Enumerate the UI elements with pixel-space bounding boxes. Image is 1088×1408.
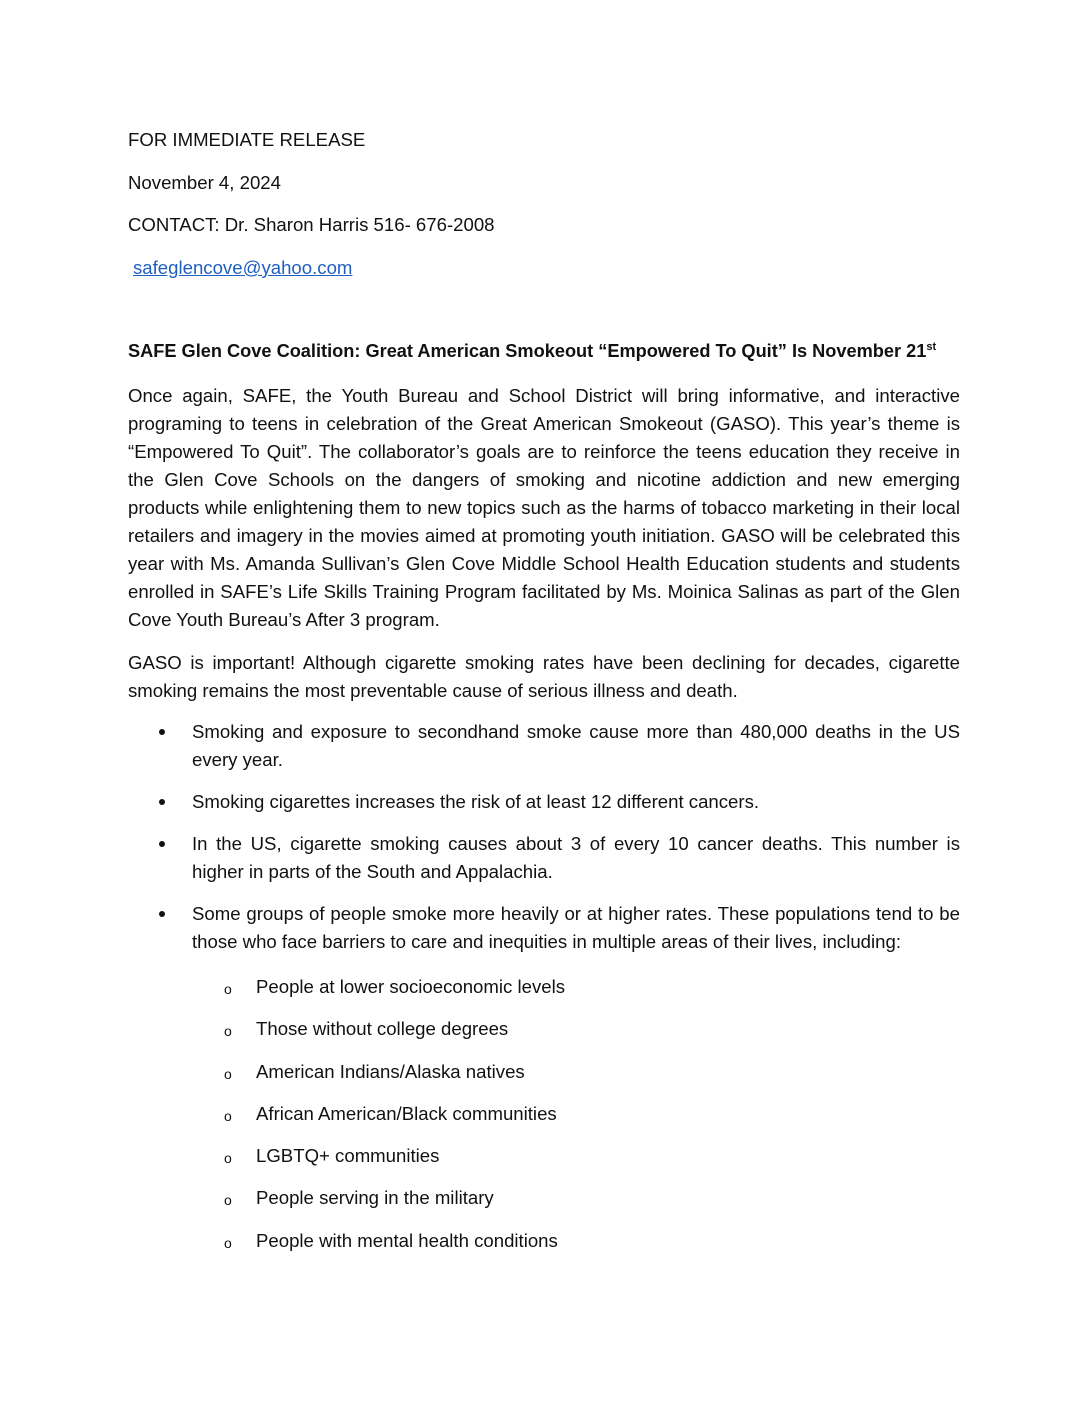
population-list-item xyxy=(128,1184,565,1226)
population-text: African American/Black communities xyxy=(256,1102,557,1124)
body-paragraph-2: GASO is important! Although cigarette smoking rates have been declining for decades, cigarette smoking remains the most preventable cause of serious illness and death. xyxy=(128,652,960,701)
title-ordinal-suffix: st xyxy=(926,341,937,353)
press-release-title xyxy=(128,341,936,362)
fact-text: Some groups of people smoke more heavily or at higher rates. These populations tend to be those who face barriers to care and inequities in multiple areas of their lives, including: xyxy=(192,903,960,952)
fact-list xyxy=(128,718,960,970)
population-text: People serving in the military xyxy=(256,1187,494,1209)
hollow-bullet-icon: o xyxy=(224,1234,232,1251)
fact-list-item xyxy=(128,718,960,774)
hollow-bullet-icon: o xyxy=(224,981,232,997)
population-list-item xyxy=(128,973,565,1015)
population-text: People with mental health conditions xyxy=(256,1229,558,1251)
fact-list-item xyxy=(128,788,960,816)
hollow-bullet-icon: o xyxy=(224,1192,232,1209)
release-date: November 4, 2024 xyxy=(128,172,281,193)
population-list-item xyxy=(128,1015,565,1057)
contact-email-line xyxy=(133,257,352,279)
bullet-icon xyxy=(159,729,165,735)
contact-email-link[interactable]: safeglencove@yahoo.com xyxy=(133,257,353,278)
fact-text: Smoking and exposure to secondhand smoke cause more than 480,000 deaths in the US every year. xyxy=(192,721,960,770)
hollow-bullet-icon: o xyxy=(224,1065,232,1082)
population-text: American Indians/Alaska natives xyxy=(256,1060,525,1082)
population-list-item xyxy=(128,1227,565,1269)
bullet-icon xyxy=(159,841,165,847)
title-text: SAFE Glen Cove Coalition: Great American Smokeout “Empowered To Quit” Is November 21 xyxy=(128,341,927,361)
contact-line: CONTACT: Dr. Sharon Harris 516- 676-2008 xyxy=(128,214,495,235)
hollow-bullet-icon: o xyxy=(224,1023,232,1040)
bullet-icon xyxy=(159,799,165,805)
population-list-item xyxy=(128,1058,565,1100)
population-text: LGBTQ+ communities xyxy=(256,1145,440,1167)
population-list-item xyxy=(128,1142,565,1184)
release-label: FOR IMMEDIATE RELEASE xyxy=(128,129,366,150)
population-text: Those without college degrees xyxy=(256,1018,509,1040)
population-text: People at lower socioeconomic levels xyxy=(256,976,566,997)
fact-list-item xyxy=(128,900,960,956)
bullet-icon xyxy=(159,911,165,917)
fact-text: Smoking cigarettes increases the risk of at least 12 different cancers. xyxy=(192,791,760,812)
population-list xyxy=(128,973,565,1269)
body-paragraph-1: Once again, SAFE, the Youth Bureau and School District will bring informative, and interactive programing to teens in celebration of the Great American Smokeout (GASO). This year’s theme is “Empowered To Quit”. The collaborator’s goals are to reinforce the teens education they receive in the Glen Cove Schools on the dangers of smoking and nicotine addiction and new emerging products while enlightening them to new topics such as the harms of tobacco marketing in their local retailers and imagery in the movies aimed at promoting youth initiation. GASO will be celebrated this year with Ms. Amanda Sullivan’s Glen Cove Middle School Health Education students and students enrolled in SAFE’s Life Skills Training Program facilitated by Ms. Moinica Salinas as part of the Glen Cove Youth Bureau’s After 3 program. xyxy=(128,385,960,630)
hollow-bullet-icon: o xyxy=(224,1150,232,1167)
fact-list-item xyxy=(128,830,960,886)
fact-text: In the US, cigarette smoking causes about 3 of every 10 cancer deaths. This number is higher in parts of the South and Appalachia. xyxy=(192,833,960,882)
hollow-bullet-icon: o xyxy=(224,1107,232,1124)
population-list-item xyxy=(128,1100,565,1142)
